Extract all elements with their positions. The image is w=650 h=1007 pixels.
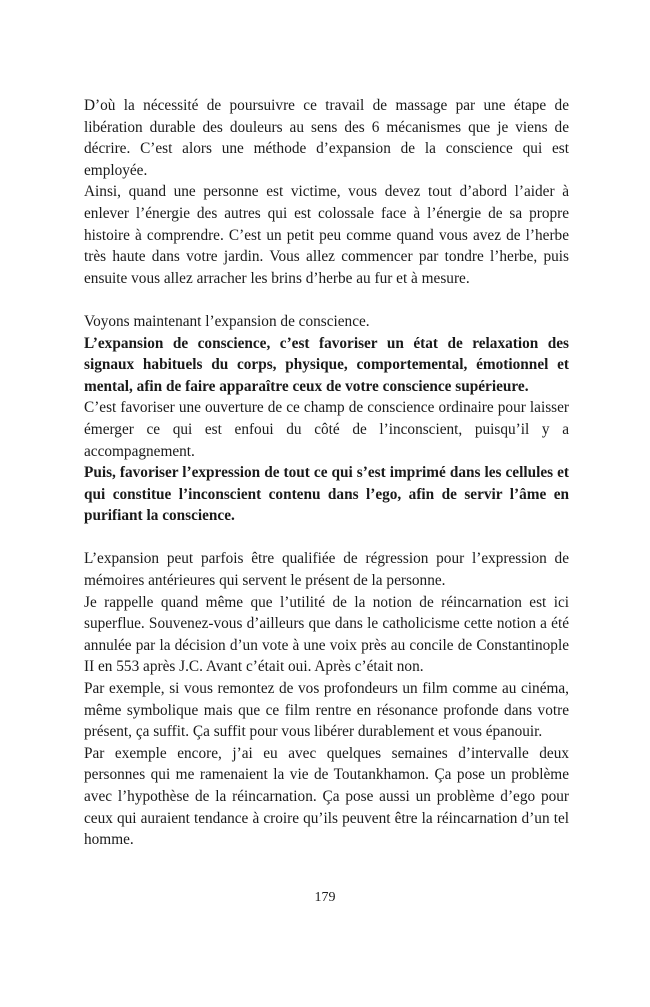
page-text-body bbox=[84, 95, 569, 851]
paragraph-exemple-toutankhamon: Par exemple encore, j’ai eu avec quelques semaines d’intervalle deux personnes qui me ramenaient la vie de Toutankhamon. Ça pose un problème avec l’hypothèse de la réincarnation. Ça pose aussi un problème d’ego pour ceux qui auraient tendance à croire qu’ils peuvent être la réincarnation d’un tel homme. bbox=[84, 744, 569, 849]
paragraph-reincarnation: Je rappelle quand même que l’utilité de la notion de réincarnation est ici superflue. Souvenez-vous d’ailleurs que dans le catholicisme cette notion a été annulée par la décision d’un vote à une voix près au concile de Constantinople II en 553 après J.C. Avant c’était oui. Après c’était non. bbox=[84, 593, 569, 676]
paragraph-exemple-film: Par exemple, si vous remontez de vos profondeurs un film comme au cinéma, même symbolique mais que ce film rentre en résonance profonde dans votre présent, ça suffit. Ça suffit pour vous libérer durablement et vous épanouir. bbox=[84, 680, 569, 741]
page-number: 179 bbox=[314, 890, 336, 905]
paragraph-voyons: Voyons maintenant l’expansion de conscience. bbox=[84, 312, 370, 330]
paragraph-ouverture: C’est favoriser une ouverture de ce champ de conscience ordinaire pour laisser émerger ce qui est enfoui du côté de l’inconscient, puisqu’il y a accompagnement. bbox=[84, 399, 569, 460]
paragraph-spacer bbox=[84, 527, 569, 549]
paragraph-spacer bbox=[84, 289, 569, 311]
paragraph-puis-bold: Puis, favoriser l’expression de tout ce qui s’est imprimé dans les cellules et qui constitue l’inconscient contenu dans l’ego, afin de servir l’âme en purifiant la conscience. bbox=[84, 464, 569, 525]
paragraph-victime: Ainsi, quand une personne est victime, vous devez tout d’abord l’aider à enlever l’énergie des autres qui est colossale face à l’énergie de sa propre histoire à comprendre. C’est un petit peu comme quand vous avez de l’herbe très haute dans votre jardin. Vous allez commencer par tondre l’herbe, puis ensuite vous allez arracher les brins d’herbe au fur et à mesure. bbox=[84, 183, 569, 287]
paragraph-regression: L’expansion peut parfois être qualifiée de régression pour l’expression de mémoires antérieures qui servent le présent de la personne. bbox=[84, 550, 569, 590]
paragraph-definition-bold: L’expansion de conscience, c’est favoriser un état de relaxation des signaux habituels du corps, physique, comportemental, émotionnel et mental, afin de faire apparaître ceux de votre conscience supérieure. bbox=[84, 334, 569, 395]
paragraph-liberation: D’où la nécessité de poursuivre ce travail de massage par une étape de libération durable des douleurs au sens des 6 mécanismes que je viens de décrire. C’est alors une méthode d’expansion de la conscience qui est employée. bbox=[84, 97, 569, 179]
